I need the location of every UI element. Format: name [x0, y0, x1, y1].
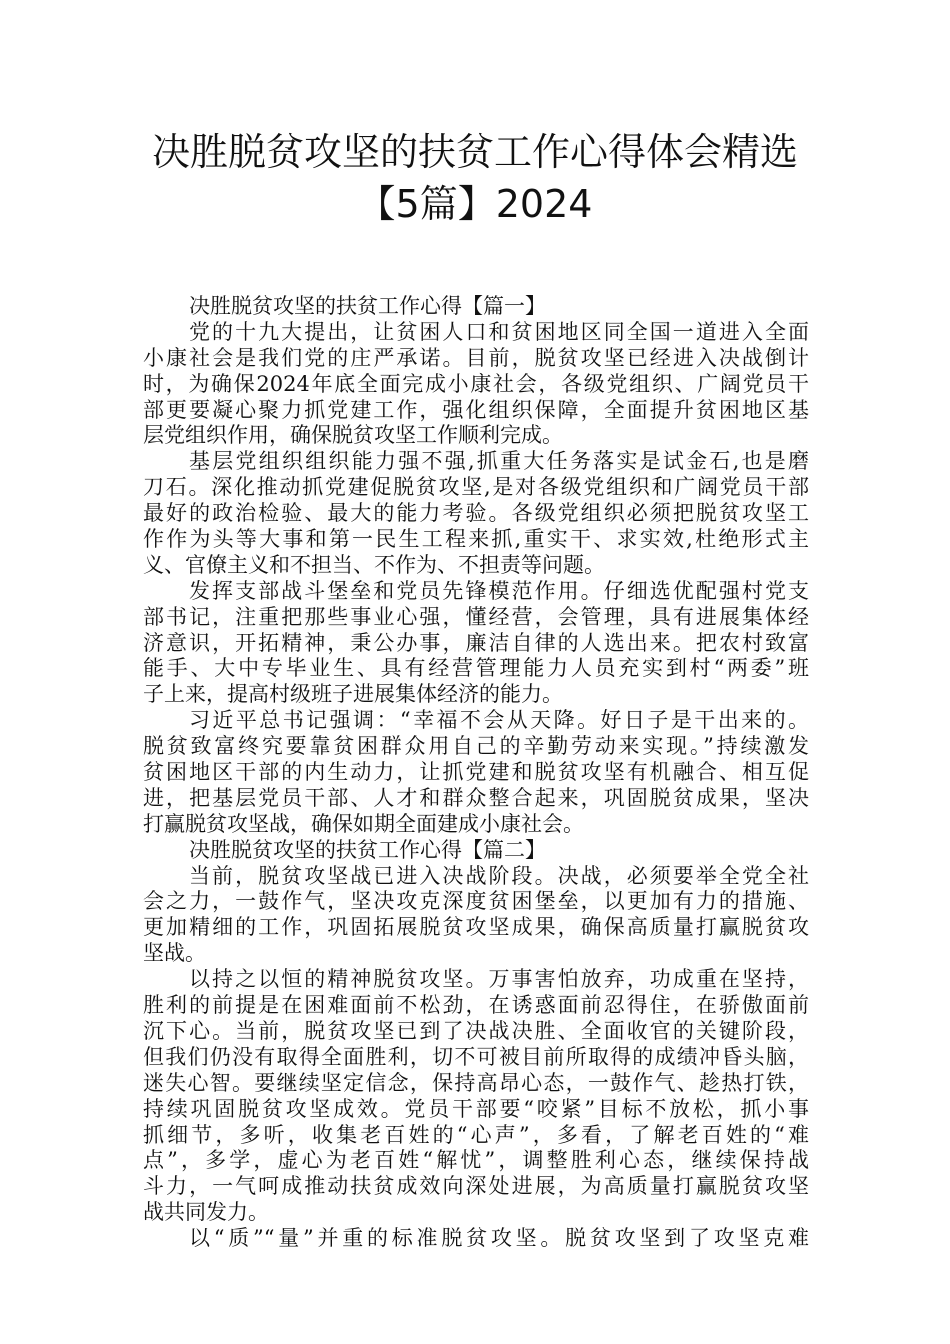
body-text-line: 基层党组织组织能力强不强,抓重大任务落实是试金石,也是磨	[189, 449, 809, 474]
body-text-line: 时，为确保2024年底全面完成小康社会，各级党组织、广阔党员干	[143, 371, 809, 396]
body-text-line: 最好的政治检验、最大的能力考验。各级党组织必须把脱贫攻坚工	[143, 501, 809, 526]
body-text-line: 沉下心。当前，脱贫攻坚已到了决战决胜、全面收官的关键阶段，	[143, 1018, 809, 1043]
title-line-1: 决胜脱贫攻坚的扶贫工作心得体会精选	[151, 130, 798, 174]
body-text-line: 部更要凝心聚力抓党建工作，强化组织保障，全面提升贫困地区基	[143, 397, 809, 422]
body-text-line: 胜利的前提是在困难面前不松劲，在诱惑面前忍得住，在骄傲面前	[143, 993, 809, 1018]
body-text-line: 战共同发力。	[143, 1200, 269, 1225]
body-text-line: 会之力，一鼓作气，坚决攻克深度贫困堡垒，以更加有力的措施、	[143, 889, 809, 914]
body-text-line: 点”，多学，虚心为老百姓“解忧”，调整胜利心态，继续保持战	[143, 1148, 809, 1173]
body-text-line: 持续巩固脱贫攻坚成效。党员干部要“咬紧”目标不放松，抓小事	[143, 1096, 809, 1121]
body-text-line: 迷失心智。要继续坚定信念，保持高昂心态，一鼓作气、趁热打铁，	[143, 1070, 809, 1095]
body-text-line: 部书记，注重把那些事业心强，懂经营，会管理，具有进展集体经	[143, 604, 809, 629]
body-text-line: 贫困地区干部的内生动力，让抓党建和脱贫攻坚有机融合、相互促	[143, 760, 809, 785]
document-body	[143, 294, 809, 1252]
body-text-line: 进，把基层党员干部、人才和群众整合起来，巩固脱贫成果，坚决	[143, 785, 809, 810]
body-text-line: 打赢脱贫攻坚战，确保如期全面建成小康社会。	[143, 811, 584, 836]
body-text-line: 作作为头等大事和第一民生工程来抓,重实干、求实效,杜绝形式主	[143, 527, 809, 552]
body-text-line: 脱贫致富终究要靠贫困群众用自己的辛勤劳动来实现。”持续激发	[143, 734, 809, 759]
body-text-line: 济意识，开拓精神，秉公办事，廉洁自律的人选出来。把农村致富	[143, 630, 809, 655]
body-text-line: 坚战。	[143, 941, 206, 966]
body-text-line: 子上来，提高村级班子进展集体经济的能力。	[143, 682, 563, 707]
body-text-line: 抓细节，多听，收集老百姓的“心声”，多看，了解老百姓的“难	[143, 1122, 809, 1147]
document-title	[100, 126, 850, 230]
body-text-line: 层党组织作用，确保脱贫攻坚工作顺利完成。	[143, 423, 563, 448]
body-text-line: 党的十九大提出，让贫困人口和贫困地区同全国一道进入全面	[189, 319, 809, 344]
body-text-line: 决胜脱贫攻坚的扶贫工作心得【篇二】	[189, 837, 546, 862]
title-line-2: 【5篇】2024	[357, 182, 593, 226]
body-text-line: 发挥支部战斗堡垒和党员先锋模范作用。仔细选优配强村党支	[189, 578, 809, 603]
body-text-line: 斗力，一气呵成推动扶贫成效向深处进展，为高质量打赢脱贫攻坚	[143, 1174, 809, 1199]
body-text-line: 以持之以恒的精神脱贫攻坚。万事害怕放弃，功成重在坚持，	[189, 967, 809, 992]
body-text-line: 义、官僚主义和不担当、不作为、不担责等问题。	[143, 552, 605, 577]
body-text-line: 小康社会是我们党的庄严承诺。目前，脱贫攻坚已经进入决战倒计	[143, 345, 809, 370]
body-text-line: 更加精细的工作，巩固拓展脱贫攻坚成果，确保高质量打赢脱贫攻	[143, 915, 809, 940]
body-text-line: 决胜脱贫攻坚的扶贫工作心得【篇一】	[189, 294, 546, 318]
body-text-line: 能手、大中专毕业生、具有经营管理能力人员充实到村“两委”班	[143, 656, 809, 681]
body-text-line: 当前，脱贫攻坚战已进入决战阶段。决战，必须要举全党全社	[189, 863, 809, 888]
body-text-line: 但我们仍没有取得全面胜利，切不可被目前所取得的成绩冲昏头脑，	[143, 1044, 809, 1069]
body-text-line: 以“质”“量”并重的标准脱贫攻坚。脱贫攻坚到了攻坚克难	[189, 1226, 809, 1251]
body-text-line: 习近平总书记强调：“幸福不会从天降。好日子是干出来的。	[189, 708, 809, 733]
body-text-line: 刀石。深化推动抓党建促脱贫攻坚,是对各级党组织和广阔党员干部	[143, 475, 809, 500]
